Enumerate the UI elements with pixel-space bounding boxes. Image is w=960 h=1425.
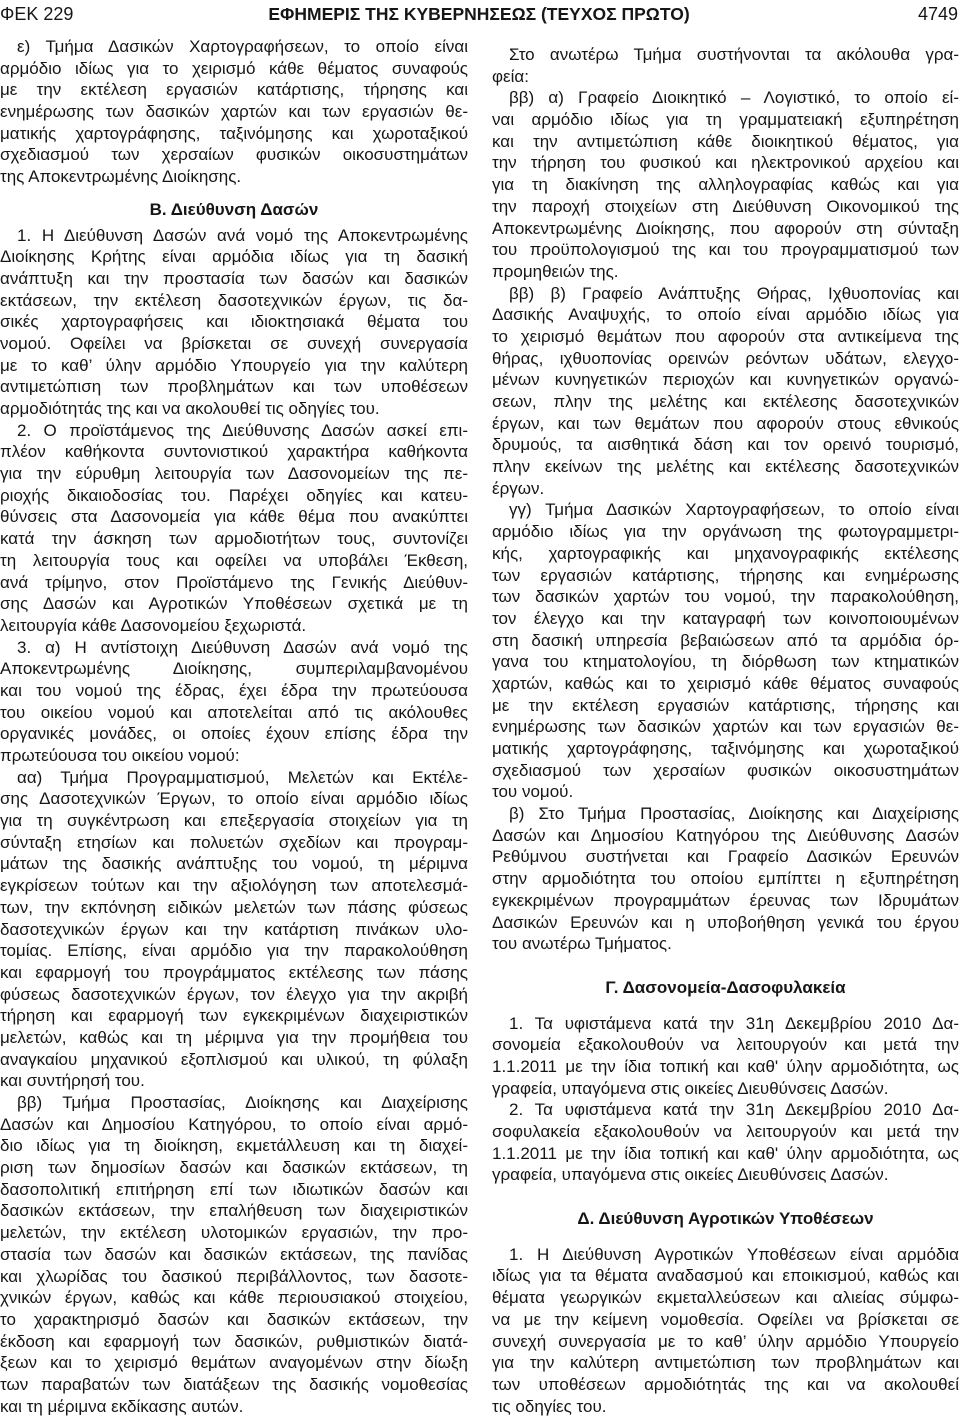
text-line: στασία των δασών και δασικών εκτάσεων, της πανίδας xyxy=(0,1244,468,1264)
paragraph xyxy=(0,36,468,188)
text-line: 1. Η Διεύθυνση Αγροτικών Υποθέσεων είναι αρμόδια xyxy=(509,1244,959,1264)
text-line: των δασικών χαρτών του νομού, την παρακολούθηση, xyxy=(492,587,959,607)
text-line: οργανικές μονάδες, οι οποίες έχουν επίσης έδρα την xyxy=(0,724,468,744)
text-line: με την εκτέλεση εργασιών κατάρτισης, τήρησης και xyxy=(492,695,959,715)
paragraph xyxy=(0,1092,468,1417)
text-line: για τη συγκέντρωση και επεξεργασία στοιχείων για τη xyxy=(0,811,468,831)
text-line: του νομού. xyxy=(492,782,574,802)
text-line: του προϋπολογισμού της και του προγραμματισμού των xyxy=(492,240,959,260)
section-heading: Β. Διεύθυνση Δασών xyxy=(149,199,319,219)
text-line: για τη διακίνηση της αλληλογραφίας καθώς και για xyxy=(492,175,959,195)
text-line: ματικής χαρτογράφησης, ταξινόμησης και χωροταξικού xyxy=(492,739,959,758)
text-line: τις οδηγίες του. xyxy=(492,1396,607,1416)
left-column xyxy=(0,36,468,1417)
text-line: ββ) Τμήμα Προστασίας, Διοίκησης και Διαχείρισης xyxy=(17,1093,468,1112)
text-line: β) Στο Τμήμα Προστασίας, Διοίκησης και Διαχείρισης xyxy=(509,804,959,824)
text-line: φύσεως δασοτεχνικών έργων, τον έλεγχο για την ακριβή xyxy=(0,984,468,1004)
text-line: θέματα γεωργικών εκμεταλλεύσεων και αλιείας σύμφω- xyxy=(492,1288,959,1308)
text-line: θήρας, ιχθυοπονίας ορεινών ρεόντων υδάτων, ελεγχο- xyxy=(492,348,959,368)
text-line: με την εκτέλεση εργασιών κατάρτισης, τήρησης και xyxy=(0,80,468,100)
text-line: εγκεκριμένων προγραμμάτων έρευνας των Ιδρυμάτων xyxy=(492,890,959,910)
text-line: σης Δασών και Αγροτικών Υποθέσεων σχετικά με τη xyxy=(0,594,468,614)
text-line: ανάπτυξη και την προστασία των δασών και δασικών xyxy=(0,268,468,288)
text-line: του οικείου νομού και αποτελείται από τις ακόλουθες xyxy=(0,702,468,722)
text-line: χνικών έργων, καθώς και κάθε περιουσιακού στοιχείου, xyxy=(0,1288,468,1308)
paragraph xyxy=(492,1099,959,1186)
text-line: ιδίως για τα θέματα αναδασμού και εποικισμού, καθώς και xyxy=(492,1266,959,1286)
right-column xyxy=(492,44,959,1417)
text-line: δασικών εκτάσεων, την επαλήθευση των διαχειριστικών xyxy=(0,1201,468,1221)
text-line: γανα του κτηματολογίου, τη διόρθωση των κτηματικών xyxy=(492,652,959,672)
text-line: γραφεία, υπαγόμενα στις οικείες Διευθύνσεις Δασών. xyxy=(492,1078,889,1098)
text-line: συνεχή συνεργασία με το καθ’ ύλην αρμόδιο Υπουργείο xyxy=(492,1331,959,1351)
text-line: τήρηση και εφαρμογή των εγκεκριμένων διαχειριστικών xyxy=(0,1006,468,1026)
text-line: λειτουργία κάθε Δασονομείου ξεχωριστά. xyxy=(0,615,307,635)
paragraph xyxy=(0,637,468,767)
text-line: φεία: xyxy=(492,66,529,86)
text-line: γγ) Τμήμα Δασικών Χαρτογραφήσεων, το οποίο είναι xyxy=(509,500,959,520)
text-line: και εφαρμογή του προγράμματος εκτέλεσης των πάσης xyxy=(0,962,468,982)
text-line: σικές χαρτογραφήσεις και ιδιοκτησιακά θέματα του xyxy=(0,312,468,332)
text-line: των υποθέσεων αρμοδιότητάς της και να ακολουθεί xyxy=(492,1374,959,1394)
text-line: νομού. Οφείλει να βρίσκεται σε συνεχή συνεργασία xyxy=(0,333,468,353)
text-line: ββ) α) Γραφείο Διοικητικό – Λογιστικό, το οποίο εί- xyxy=(509,88,959,108)
text-line: εγκρίσεων τούτων και την αξιολόγηση των αποτελεσμά- xyxy=(0,876,468,896)
text-line: αρμόδιο ιδίως για την οργάνωση της φωτογραμμετρι- xyxy=(492,522,959,542)
text-line: έργων, και των θεμάτων που αφορούν στους εθνικούς xyxy=(492,413,959,433)
text-line: Αποκεντρωμένης Διοίκησης, συμπεριλαμβανομένου xyxy=(0,659,468,679)
text-line: Δασών και Δημοσίου Κατηγόρου της Διεύθυνσης Δασών xyxy=(492,825,959,845)
text-line: Διοίκησης Κρήτης είναι αρμόδια ιδίως για τη δασική xyxy=(0,247,468,267)
text-line: αρμοδιότητάς της και να ακολουθεί τις οδηγίες του. xyxy=(0,399,380,418)
text-line: για την εύρυθμη λειτουργία των Δασονομείων της πε- xyxy=(0,464,468,484)
text-line: σχεδιασμού των χερσαίων φυσικών οικοσυστημάτων xyxy=(0,145,468,165)
text-line: μάτων της δασικής ανάπτυξης του νομού, τη μέριμνα xyxy=(0,854,468,874)
text-line: αντιμετώπιση των προβλημάτων και των υποθέσεων xyxy=(0,377,468,397)
text-line: τον έλεγχο και την καταγραφή των κοινοποιουμένων xyxy=(492,608,959,628)
text-line: ναι αρμόδιο ιδίως για τη γραμματειακή εξυπηρέτηση xyxy=(492,110,959,130)
text-line: 1. Η Διεύθυνση Δασών ανά νομό της Αποκεντρωμένης xyxy=(17,225,468,245)
text-line: ματικής χαρτογράφησης, ταξινόμησης και χωροταξικού xyxy=(0,123,468,143)
text-line: δασοπολιτική επιτήρηση επί των ιδιωτικών δασών και xyxy=(0,1179,468,1199)
text-line: θύνσεις στα Δασονομεία για κάθε θέμα που ανακύπτει xyxy=(0,507,468,527)
text-line: Δασικών Ερευνών και η υποβοήθηση γενικά του έργου xyxy=(492,912,959,932)
paragraph xyxy=(492,1244,959,1418)
text-line: και συντήρησή του. xyxy=(0,1071,145,1091)
text-line: 2. Ο προϊστάμενος της Διεύθυνσης Δασών ασκεί επι- xyxy=(17,420,468,440)
text-line: του ανωτέρω Τμήματος. xyxy=(492,934,672,954)
text-line: ββ) β) Γραφείο Ανάπτυξης Θήρας, Ιχθυοπονίας και xyxy=(509,283,959,303)
text-line: την παροχή στοιχείων στη Διεύθυνση Οικονομικού της xyxy=(492,196,959,216)
text-line: σης Δασοτεχνικών Έργων, το οποίο είναι αρμόδιο ιδίως xyxy=(0,789,468,809)
text-line: χαρτών, καθώς και το χειρισμό κάθε θέματος συναφούς xyxy=(492,673,959,693)
paragraph xyxy=(0,420,468,637)
text-line: 1.1.2011 με την ίδια τοπική και καθ' ύλην αρμοδιότητα, ως xyxy=(492,1143,959,1163)
text-line: 2. Τα υφιστάμενα κατά την 31η Δεκεμβρίου 2010 Δα- xyxy=(509,1100,959,1120)
paragraph xyxy=(0,225,468,420)
text-line: το χειρισμό θεμάτων που αφορούν στα αντικείμενα της xyxy=(492,326,959,346)
text-line: Στο ανωτέρω Τμήμα συστήνονται τα ακόλουθα γρα- xyxy=(509,45,959,64)
text-line: τη λειτουργία τους και οφείλει να υποβάλει Έκθεση, xyxy=(0,550,468,570)
text-line: σεων, πλην της μελέτης και εκτέλεσης δασοτεχνικών xyxy=(492,392,959,411)
text-line: ενημέρωσης των δασικών χαρτών και των εργασιών θε- xyxy=(492,717,959,737)
text-line: δρυμούς, τα αισθητικά δάση και τον ορεινό τουρισμό, xyxy=(492,435,959,455)
text-line: στην αρμοδιότητα του οποίου εμπίπτει η εξυπηρέτηση xyxy=(492,869,959,889)
text-line: και του νομού της έδρας, έχει έδρα την πρωτεύουσα xyxy=(0,680,468,700)
section-heading: Δ. Διεύθυνση Αγροτικών Υποθέσεων xyxy=(577,1209,874,1229)
paragraph xyxy=(492,44,959,87)
text-line: ξεων και το χειρισμό θεμάτων αναγομένων στην δίωξη xyxy=(0,1353,468,1373)
text-line: το χαρακτηρισμό δασών και δασικών εκτάσεων, την xyxy=(0,1309,468,1329)
gazette-title: ΕΦΗΜΕΡΙΣ ΤΗΣ ΚΥΒΕΡΝΗΣΕΩΣ (ΤΕΥΧΟΣ ΠΡΩΤΟ) xyxy=(268,4,690,24)
gazette-issue-number: ΦΕΚ 229 xyxy=(0,4,74,24)
text-line: 1.1.2011 με την ίδια τοπική και καθ' ύλην αρμοδιότητα, ως xyxy=(492,1056,959,1076)
text-line: σοφυλακεία εξακολουθούν να λειτουργούν και μετά την xyxy=(492,1122,959,1141)
text-line: έργων. xyxy=(492,478,545,498)
text-line: εκτάσεων, την εκτέλεση δασοτεχνικών έργων, τις δα- xyxy=(0,290,468,310)
text-line: πλην εκείνων της μελέτης και εκτέλεσης δασοτεχνικών xyxy=(492,457,959,477)
paragraph xyxy=(492,283,959,500)
text-line: δασοτεχνικών έργων και την κατάρτιση πινάκων υλο- xyxy=(0,919,468,939)
paragraph xyxy=(492,803,959,955)
text-line: αναγκαίου μηχανικού εξοπλισμού και υλικού, τη φύλαξη xyxy=(0,1049,468,1069)
text-line: της Αποκεντρωμένης Διοίκησης. xyxy=(0,167,242,187)
text-line: στη δασική υπηρεσία βεβαιώσεων από τα αρμόδια όρ- xyxy=(492,630,959,650)
text-line: σχεδιασμού των χερσαίων φυσικών οικοσυστημάτων xyxy=(492,760,959,780)
page-header xyxy=(0,2,958,26)
text-line: σύνταξη ετησίων και πολυετών σχεδίων και προγραμ- xyxy=(0,832,468,852)
paragraph xyxy=(492,1013,959,1100)
section-heading: Γ. Δασονομεία-Δασοφυλακεία xyxy=(605,977,846,997)
text-line: ανά τρίμηνο, στον Προϊστάμενο της Γενικής Διεύθυν- xyxy=(0,572,468,592)
text-line: 1. Τα υφιστάμενα κατά την 31η Δεκεμβρίου 2010 Δα- xyxy=(509,1013,959,1033)
text-line: Ρεθύμνου συστήνεται και Γραφείο Δασικών Ερευνών xyxy=(492,847,959,867)
text-line: των εργασιών κατάρτισης, τήρησης και ενημέρωσης xyxy=(492,565,959,585)
text-line: Αποκεντρωμένης Διοίκησης, που αφορούν στη σύνταξη xyxy=(492,218,959,238)
page-number: 4749 xyxy=(917,4,958,24)
text-line: να με την κείμενη νομοθεσία. Οφείλει να βρίσκεται σε xyxy=(492,1309,959,1329)
text-line: των, την εκπόνηση ειδικών μελετών των πάσης φύσεως xyxy=(0,897,468,917)
text-line: γραφεία, υπαγόμενα στις οικείες Διευθύνσεις Δασών. xyxy=(492,1165,889,1185)
text-line: των παραβατών των διατάξεων της δασικής νομοθεσίας xyxy=(0,1374,468,1394)
text-line: και την αντιμετώπιση κάθε διοικητικού θέματος, για xyxy=(492,131,959,151)
text-line: 3. α) Η αντίστοιχη Διεύθυνση Δασών ανά νομό της xyxy=(17,637,468,657)
text-line: ενημέρωσης των δασικών χαρτών και των εργασιών θε- xyxy=(0,102,468,122)
text-line: ε) Τμήμα Δασικών Χαρτογραφήσεων, το οποίο είναι xyxy=(17,37,468,56)
text-line: Δασών και Δημοσίου Κατηγόρου, το οποίο είναι αρμό- xyxy=(0,1114,468,1134)
text-line: κής, χαρτογραφικής και μηχανογραφικής εκτέλεσης xyxy=(492,543,959,563)
paragraph xyxy=(0,767,468,1092)
text-line: την τήρηση του φυσικού και ηλεκτρονικού αρχείου και xyxy=(492,153,959,173)
text-line: μελετών, καθώς και τη μέριμνα για την προμήθεια του xyxy=(0,1027,468,1047)
text-line: με το καθ’ ύλην αρμόδιο Υπουργείο για την καλύτερη xyxy=(0,355,468,375)
text-line: προμηθειών της. xyxy=(492,261,619,281)
text-line: αρμόδιο ιδίως για το χειρισμό κάθε θέματος συναφούς xyxy=(0,58,468,78)
text-line: ριοχής δικαιοδοσίας του. Παρέχει οδηγίες και κατευ- xyxy=(0,485,468,505)
text-line: Δασικής Αναψυχής, το οποίο είναι αρμόδιο ιδίως για xyxy=(492,305,959,325)
text-line: έκδοση και εφαρμογή των δασικών, ρυθμιστικών διατά- xyxy=(0,1331,468,1351)
text-line: διο ιδίως για τη διοίκηση, εκμετάλλευση και τη διαχεί- xyxy=(0,1136,468,1156)
text-line: και χλωρίδας του δασικού περιβάλλοντος, των δασοτε- xyxy=(0,1266,468,1286)
text-line: πρωτεύουσα του οικείου νομού: xyxy=(0,746,240,765)
text-line: κατά την άσκηση των αρμοδιοτήτων τους, συντονίζει xyxy=(0,529,468,549)
text-line: μελετών, την εκτέλεση υλοτομικών εργασιών, την προ- xyxy=(0,1223,468,1243)
paragraph xyxy=(492,87,959,282)
text-line: πλέον καθήκοντα συντονιστικού χαρακτήρα καθήκοντα xyxy=(0,442,468,462)
paragraph xyxy=(492,499,959,803)
text-line: ριση των δημοσίων δασών και δασικών εκτάσεων, τη xyxy=(0,1158,468,1178)
text-line: μένων κυνηγετικών περιοχών και κυνηγετικών οργανώ- xyxy=(492,370,959,390)
text-line: και τη μέριμνα εκδίκασης αυτών. xyxy=(0,1396,244,1416)
text-line: αα) Τμήμα Προγραμματισμού, Μελετών και Εκτέλε- xyxy=(17,767,468,787)
text-line: για την καλύτερη αντιμετώπιση των προβλημάτων και xyxy=(492,1353,959,1373)
text-line: τομίας. Επίσης, είναι αρμόδιο για την παρακολούθηση xyxy=(0,941,468,961)
text-line: σονομεία εξακολουθούν να λειτουργούν και μετά την xyxy=(492,1035,959,1055)
